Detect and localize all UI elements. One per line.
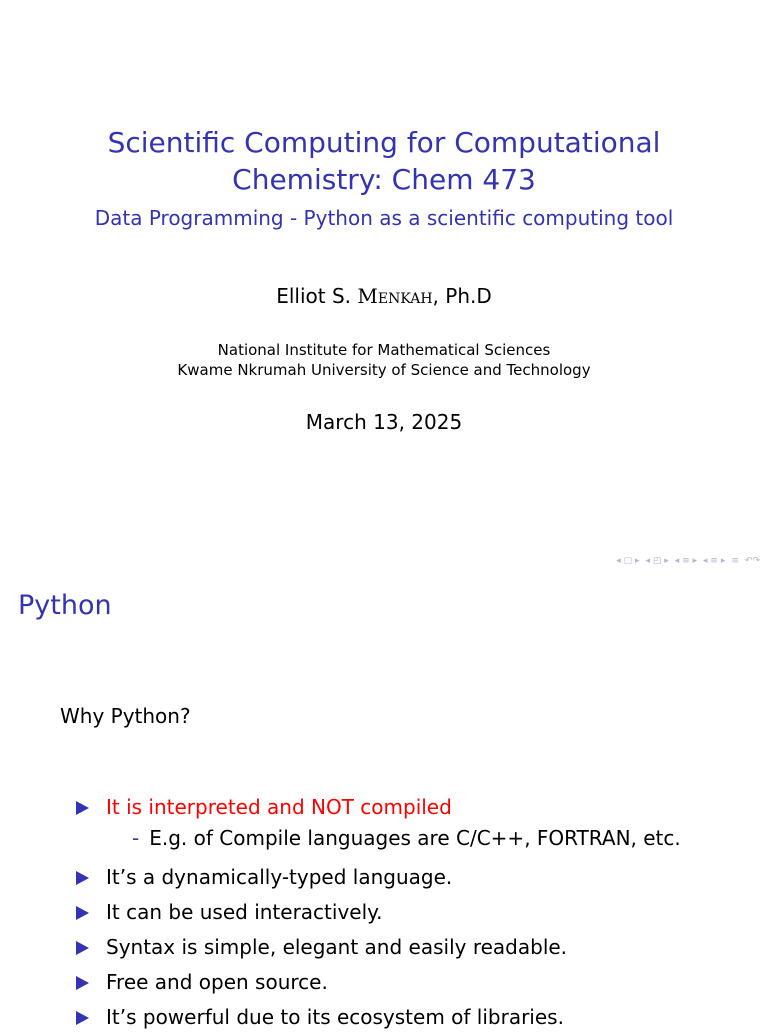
frame-title: Python — [18, 590, 112, 621]
lead-question: Why Python? — [60, 704, 191, 728]
title-block — [0, 124, 768, 230]
bullet-triangle-icon — [76, 976, 89, 990]
institution-line-1: National Institute for Mathematical Sciences — [217, 341, 551, 359]
python-slide — [0, 576, 768, 1029]
nav-outline-icon[interactable]: ≡ — [731, 556, 739, 566]
bullet-triangle-icon — [76, 871, 89, 885]
author-first-name: Elliot S. — [276, 284, 352, 308]
list-item — [76, 860, 681, 895]
nav-section-icon[interactable]: ◂ ≡ ▸ — [674, 556, 698, 566]
author-last-name: Menkah — [357, 284, 433, 308]
nav-search-icon[interactable]: ↶↷ — [744, 556, 760, 566]
list-item — [76, 1000, 681, 1035]
institution — [0, 340, 768, 380]
bullet-triangle-icon — [76, 941, 89, 955]
beamer-navigation-bar — [616, 556, 760, 566]
sub-bullet-dash: - — [132, 826, 140, 850]
presentation-subtitle: Data Programming - Python as a scientific computing tool — [94, 206, 674, 230]
list-item-text: Free and open source. — [106, 970, 328, 994]
presentation-title — [0, 124, 768, 198]
list-item — [76, 930, 681, 965]
list-item-text: It’s a dynamically-typed language. — [106, 865, 453, 889]
nav-subsection-list-icon[interactable]: ◂ ≡ ▸ — [703, 556, 726, 566]
institution-line-2: Kwame Nkrumah University of Science and Technology — [177, 361, 591, 379]
list-item-text: It is interpreted and NOT compiled — [106, 795, 452, 819]
bullet-triangle-icon — [76, 906, 89, 920]
list-item — [76, 965, 681, 1000]
list-item-text: It can be used interactively. — [106, 900, 383, 924]
list-item — [76, 790, 681, 825]
bullet-triangle-icon — [76, 1011, 89, 1025]
title-line-2: Chemistry: Chem 473 — [232, 163, 536, 196]
bullet-triangle-icon — [76, 801, 89, 815]
nav-frame-icon[interactable]: ◂ ▢ ▸ — [616, 556, 640, 566]
author — [0, 284, 768, 308]
list-item — [76, 895, 681, 930]
presentation-date: March 13, 2025 — [305, 410, 463, 434]
list-item-text: It’s powerful due to its ecosystem of libraries. — [106, 1005, 564, 1029]
title-line-1: Scientific Computing for Computational — [107, 126, 661, 159]
bullet-list — [76, 790, 681, 1035]
sub-list-item — [76, 821, 681, 856]
sub-list-item-text: E.g. of Compile languages are C/C++, FORTRAN, etc. — [149, 826, 681, 850]
nav-subsection-icon[interactable]: ◂ ◰ ▸ — [645, 556, 669, 566]
list-item-text: Syntax is simple, elegant and easily readable. — [106, 935, 568, 959]
author-suffix: , Ph.D — [432, 284, 492, 308]
